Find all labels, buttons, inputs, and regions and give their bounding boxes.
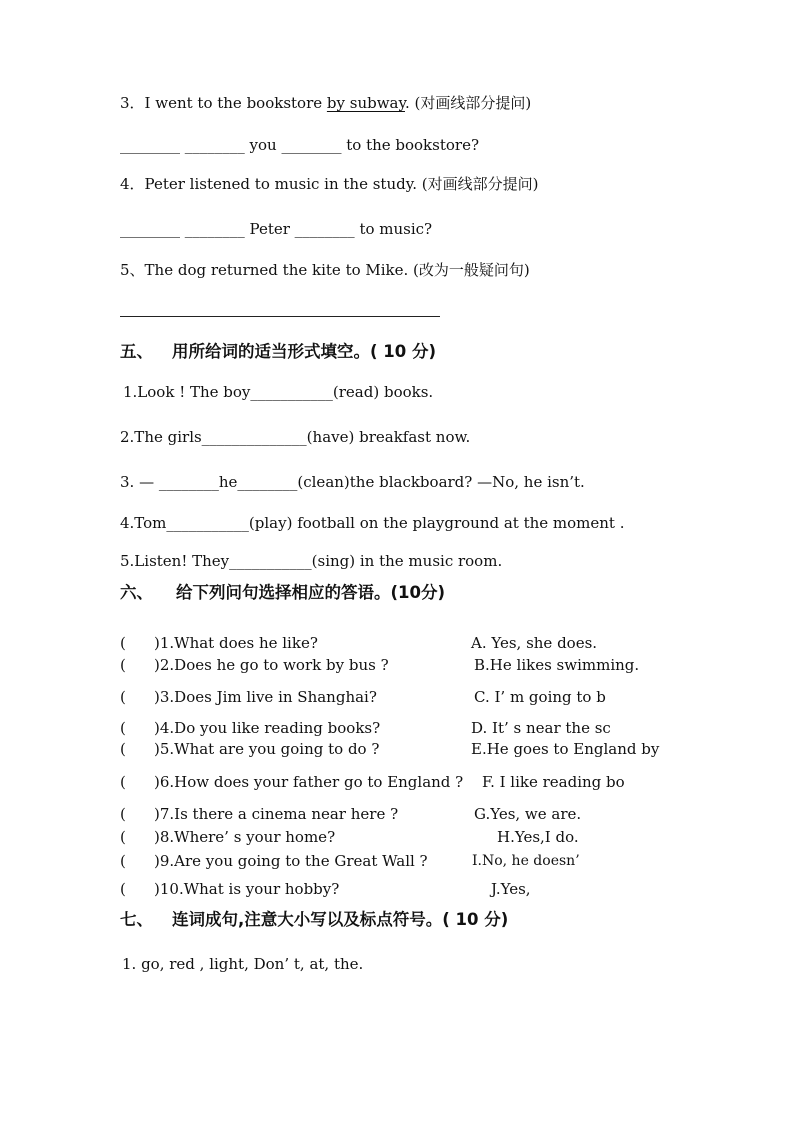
- question-text: )3.Does Jim live in Shanghai?: [154, 688, 377, 706]
- paren: (: [120, 634, 126, 652]
- question-text: )7.Is there a cinema near here ?: [154, 805, 399, 823]
- paren: (: [120, 828, 126, 846]
- question-3-underlined: by subway: [326, 94, 405, 112]
- question-text: )2.Does he go to work by bus ?: [154, 656, 389, 674]
- question-3: [120, 94, 531, 112]
- paren: (: [120, 880, 126, 898]
- question-4-answer: ________ ________ Peter ________ to music?: [120, 220, 433, 238]
- question-text: )8.Where’ s your home?: [154, 828, 336, 846]
- section-6-title: 给下列问句选择相应的答语。(10分): [176, 583, 446, 602]
- order-item-1: 1. go, red , light, Don’ t, at, the.: [122, 955, 364, 973]
- section-7-title: 连词成句,注意大小写以及标点符号。( 10 分): [172, 910, 509, 929]
- section-7-number: 七、: [120, 910, 153, 929]
- question-text: )5.What are you going to do ?: [154, 740, 380, 758]
- question-3-suffix: . (对画线部分提问): [404, 94, 532, 112]
- section-5-title: 用所给词的适当形式填空。( 10 分): [172, 342, 437, 361]
- fill-item-4: 4.Tom___________(play) football on the playground at the moment .: [120, 514, 625, 532]
- paren: (: [120, 656, 126, 674]
- match-answer-a: A. Yes, she does.: [471, 634, 598, 652]
- paren: (: [120, 688, 126, 706]
- question-text: )9.Are you going to the Great Wall ?: [154, 852, 428, 870]
- question-3-answer: ________ ________ you ________ to the bookstore?: [120, 136, 479, 154]
- paren: (: [120, 740, 126, 758]
- match-answer-b: B.He likes swimming.: [474, 656, 640, 674]
- section-7-heading: [120, 910, 508, 930]
- question-5: 5、The dog returned the kite to Mike. (改为一般疑问句): [120, 261, 530, 279]
- section-6-heading: [120, 583, 445, 603]
- match-answer-h: H.Yes,I do.: [497, 828, 579, 846]
- paren: (: [120, 852, 126, 870]
- question-text: )10.What is your hobby?: [154, 880, 340, 898]
- fill-item-5: 5.Listen! They___________(sing) in the music room.: [120, 552, 503, 570]
- match-answer-g: G.Yes, we are.: [474, 805, 582, 823]
- paren: (: [120, 805, 126, 823]
- question-text: )1.What does he like?: [154, 634, 318, 652]
- match-answer-i: I.No, he doesn’: [472, 853, 580, 869]
- question-3-prefix: 3．I went to the bookstore: [120, 94, 327, 112]
- match-answer-j: J.Yes,: [491, 880, 531, 898]
- match-answer-f: F. I like reading bo: [482, 773, 625, 791]
- question-text: )6.How does your father go to England ?: [154, 773, 464, 791]
- question-text: )4.Do you like reading books?: [154, 719, 381, 737]
- match-answer-c: C. I’ m going to b: [474, 688, 606, 706]
- section-5-heading: [120, 342, 436, 362]
- fill-item-2: 2.The girls______________(have) breakfast now.: [120, 428, 471, 446]
- paren: (: [120, 773, 126, 791]
- question-4: 4．Peter listened to music in the study. (对画线部分提问): [120, 175, 539, 193]
- fill-item-3: 3. — ________he________(clean)the blackboard? —No, he isn’t.: [120, 473, 585, 491]
- match-answer-e: E.He goes to England by: [471, 740, 660, 758]
- paren: (: [120, 719, 126, 737]
- match-answer-d: D. It’ s near the sc: [471, 719, 611, 737]
- fill-item-1: 1.Look ! The boy___________(read) books.: [123, 383, 434, 401]
- answer-line: [120, 316, 440, 317]
- section-5-number: 五、: [120, 342, 153, 361]
- section-6-number: 六、: [120, 583, 153, 602]
